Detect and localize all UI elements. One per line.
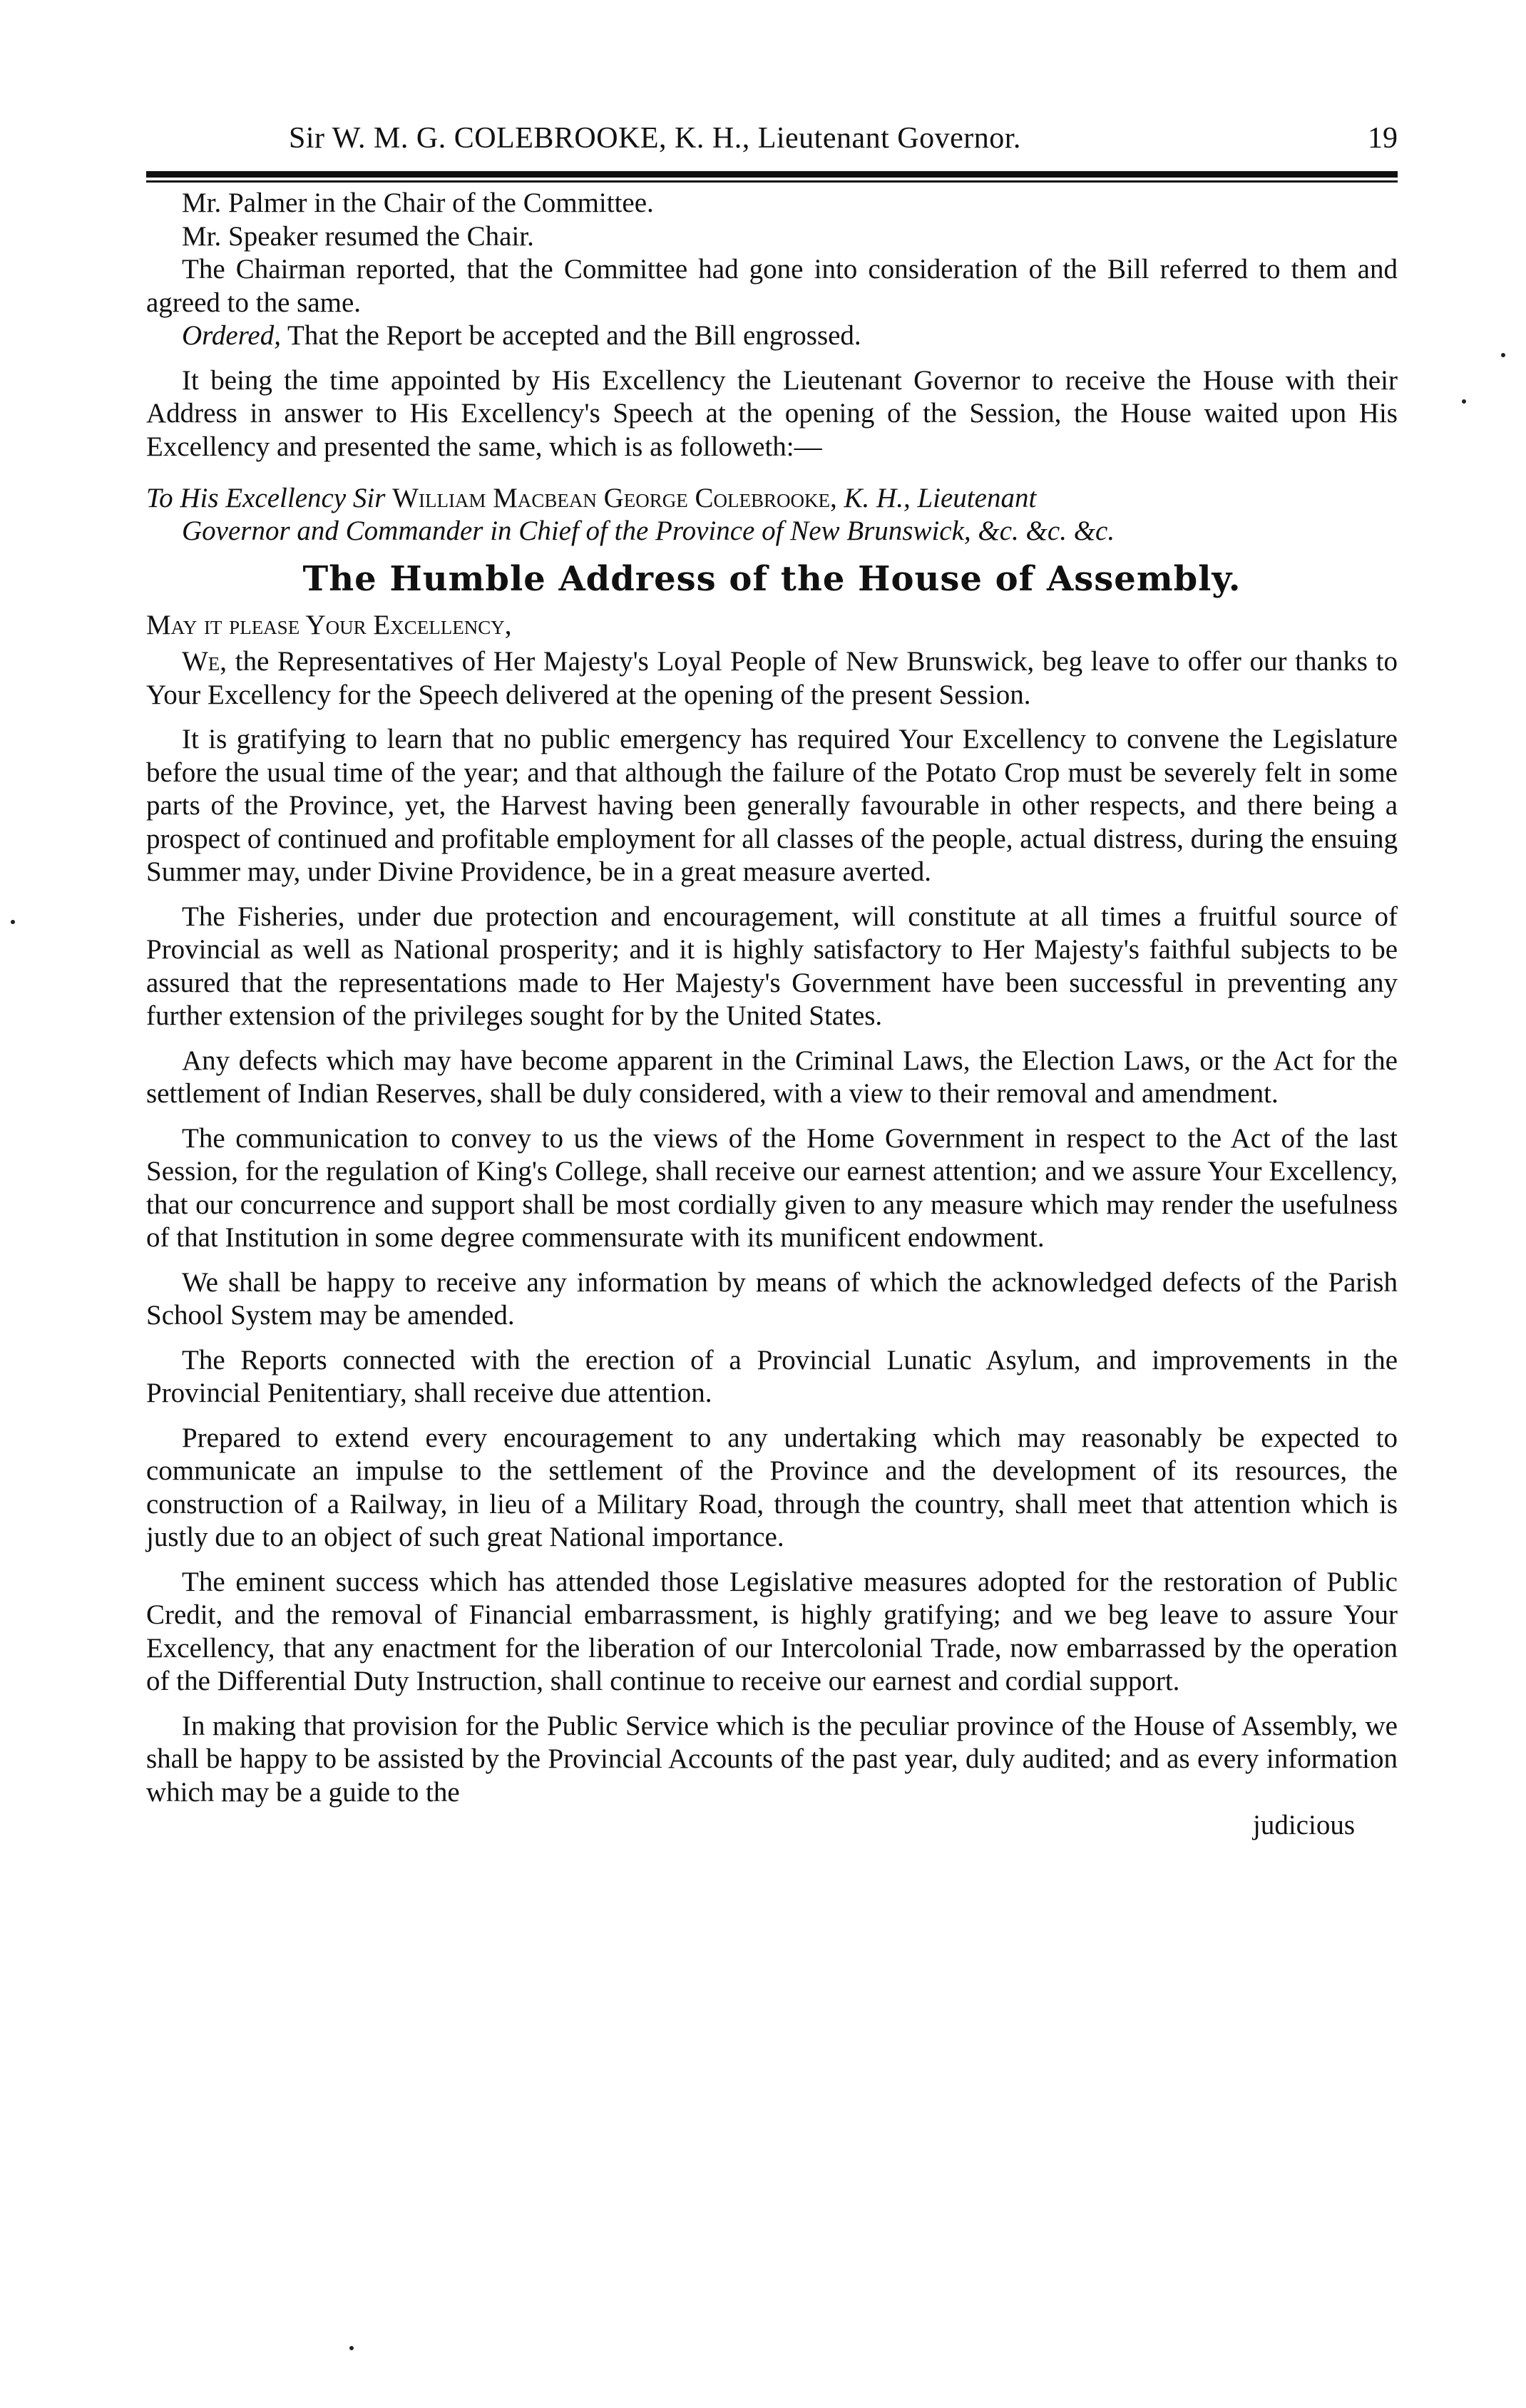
address-paragraph-1 xyxy=(146,645,1398,712)
ordered-label: Ordered, xyxy=(182,320,281,351)
address-to-line2: Governor and Commander in Chief of the Province of New Brunswick, &c. &c. &c. xyxy=(182,516,1115,546)
proceeding-chair: Mr. Palmer in the Chair of the Committee. xyxy=(182,188,654,218)
address-paragraph-7: The Reports connected with the erection of a Provincial Lunatic Asylum, and improvements in the Provincial Penitentiary, shall receive due attention. xyxy=(146,1344,1398,1408)
address-body xyxy=(146,645,1398,1842)
print-speck xyxy=(11,920,15,924)
proceeding-report: The Chairman reported, that the Committee had gone into consideration of the Bill referred to them and agreed to the same. xyxy=(146,254,1398,318)
print-speck xyxy=(1462,399,1466,404)
salutation: May it please Your Excellency, xyxy=(146,610,512,640)
proceedings-section xyxy=(146,187,1398,463)
ordered-text: That the Report be accepted and the Bill engrossed. xyxy=(281,320,861,351)
running-head: Sir W. M. G. COLEBROOKE, K. H., Lieutenant Governor. xyxy=(289,122,1021,155)
address-title: The Humble Address of the House of Assembly. xyxy=(302,559,1241,599)
page-number: 19 xyxy=(1368,122,1398,155)
address-p1-lead: We, xyxy=(182,646,227,677)
address-paragraph-5: The communication to convey to us the views of the Home Government in respect to the Act of the last Session, for the regulation of King's College, shall receive our earnest attention; and we assure Your Excellency, that our concurrence and support shall be most cordially given to any measure which may render the usefulness of that Institution in some degree commensurate with its munificent endowment. xyxy=(146,1122,1398,1253)
document-page xyxy=(146,114,1398,1842)
address-to-suffix: K. H., Lieutenant xyxy=(836,483,1037,513)
proceeding-speaker: Mr. Speaker resumed the Chair. xyxy=(182,220,534,252)
address-paragraph-8: Prepared to extend every encouragement to any undertaking which may reasonably be expected to communicate an impulse to the settlement of the Province and the development of its resources, the construction of a Railway, in lieu of a Military Road, through the country, shall meet that attention which is justly due to an object of such great National importance. xyxy=(146,1422,1398,1552)
header-rule-thin xyxy=(146,180,1398,183)
address-paragraph-6: We shall be happy to receive any information by means of which the acknowledged defects of the Parish School System may be amended. xyxy=(146,1266,1398,1331)
address-p1-rest: the Representatives of Her Majesty's Loyal People of New Brunswick, beg leave to offer our thanks to Your Excellency for the Speech delivered at the opening of the present Session. xyxy=(146,646,1398,710)
proceeding-ordered xyxy=(146,319,1398,353)
print-speck xyxy=(1501,353,1505,357)
address-recipient xyxy=(146,482,1398,548)
catchword: judicious xyxy=(1253,1810,1355,1840)
page-header xyxy=(146,114,1398,171)
address-to-name: William Macbean George Colebrooke, xyxy=(392,483,837,513)
address-paragraph-10: In making that provision for the Public Service which is the peculiar province of the House of Assembly, we shall be happy to be assisted by the Provincial Accounts of the past year, duly audited; and as every information which may be a guide to the xyxy=(146,1710,1398,1808)
address-paragraph-2: It is gratifying to learn that no public emergency has required Your Excellency to convene the Legislature before the usual time of the year; and that although the failure of the Potato Crop must be severely felt in some parts of the Province, yet, the Harvest having been generally favourable in other respects, and there being a prospect of continued and profitable employment for all classes of the people, actual distress, during the ensuing Summer may, under Divine Providence, be in a great measure averted. xyxy=(146,724,1398,887)
header-rule-thick xyxy=(146,171,1398,178)
print-speck xyxy=(349,2346,354,2350)
address-paragraph-4: Any defects which may have become apparent in the Criminal Laws, the Election Laws, or the Act for the settlement of Indian Reserves, shall be duly considered, with a view to their removal and amendment. xyxy=(146,1045,1398,1109)
address-paragraph-9: The eminent success which has attended those Legislative measures adopted for the restoration of Public Credit, and the removal of Financial embarrassment, is highly gratifying; and we beg leave to assure Your Excellency, that any enactment for the liberation of our Intercolonial Trade, now embarrassed by the operation of the Differential Duty Instruction, shall continue to receive our earnest and cordial support. xyxy=(146,1566,1398,1696)
address-paragraph-3: The Fisheries, under due protection and encouragement, will constitute at all times a fruitful source of Provincial as well as National prosperity; and it is highly satisfactory to Her Majesty's faithful subjects to be assured that the representations made to Her Majesty's Government have been successful in preventing any further extension of the privileges sought for by the United States. xyxy=(146,901,1398,1031)
address-to-prefix: To His Excellency Sir xyxy=(146,483,393,513)
proceeding-address-presented: It being the time appointed by His Excellency the Lieutenant Governor to receive the House with their Address in answer to His Excellency's Speech at the opening of the Session, the House waited upon His Excellency and presented the same, which is as followeth:— xyxy=(146,364,1398,462)
